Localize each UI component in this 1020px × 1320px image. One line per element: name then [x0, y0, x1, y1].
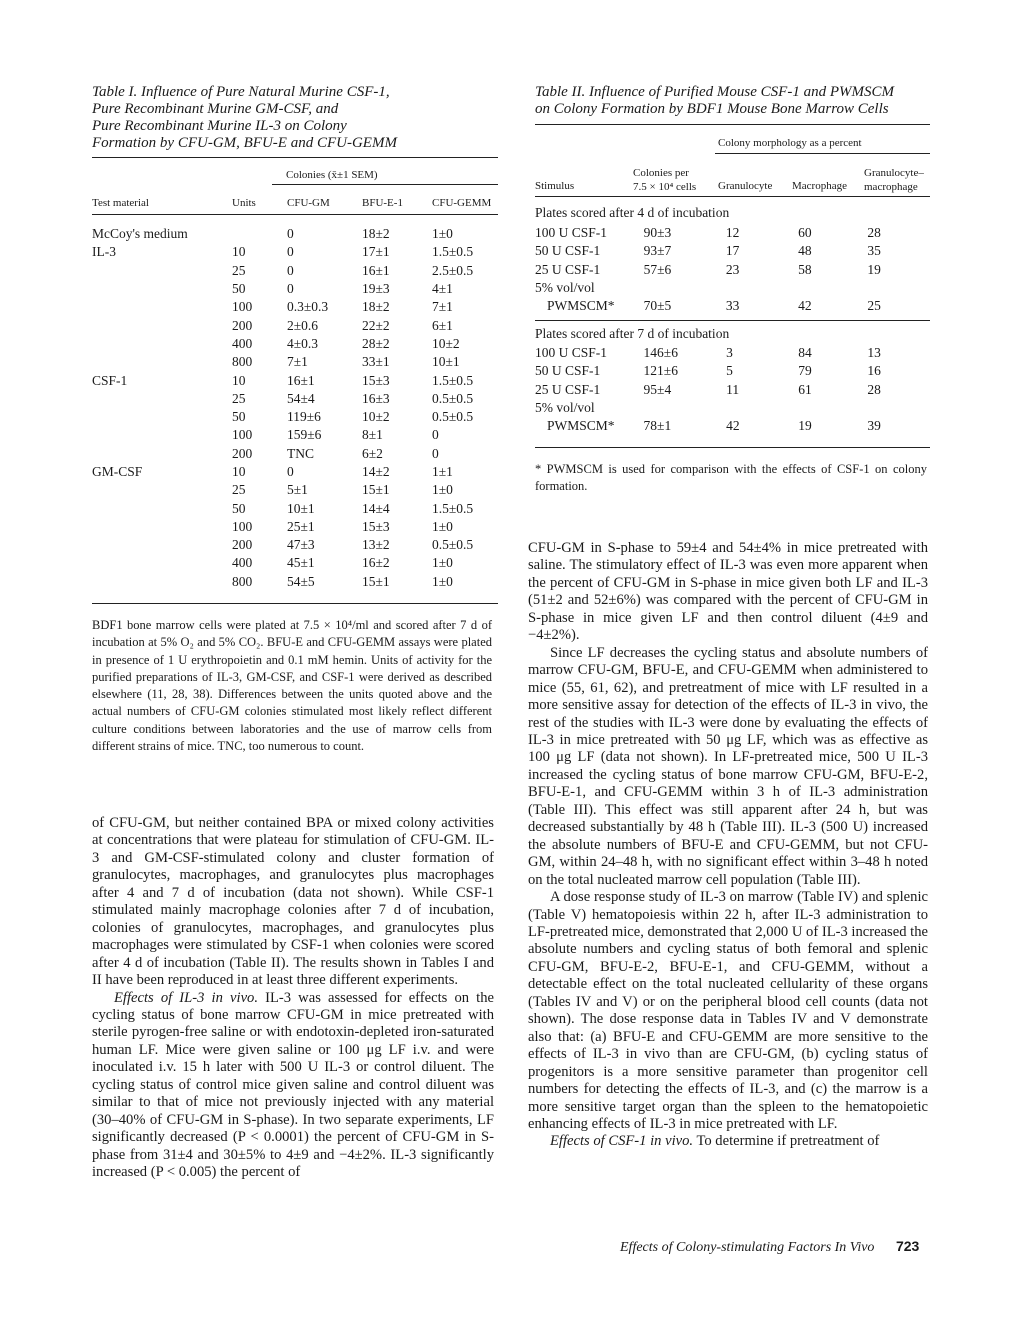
table-cell: 25 U CSF-1 — [535, 381, 601, 397]
table-row — [535, 399, 930, 417]
table-cell: 1±0 — [432, 555, 453, 571]
table-cell: 15±1 — [362, 482, 390, 498]
table-cell — [92, 445, 232, 463]
table-row — [92, 335, 498, 353]
table2-top-rule — [535, 124, 930, 125]
table-cell — [92, 481, 232, 499]
table-row — [92, 554, 498, 572]
table-cell: 19 — [798, 418, 812, 434]
table-row — [92, 280, 498, 298]
table-cell: 54±5 — [287, 573, 315, 589]
table-row — [92, 499, 498, 517]
table-cell: 0 — [287, 226, 294, 242]
table-cell: 100 — [232, 299, 253, 315]
right-paragraph: CFU-GM in S-phase to 59±4 and 54±4% in mice pretreated with saline. The stimulatory effect of IL-3 was even more apparent when the percent of CFU-GM in S-phase in mice given both LF and IL-3 (51±2 and 52±6%) was compared with the percent of CFU-GM in S-phase in mice given LF and then control diluent (4±9 and −4±2%). — [528, 540, 928, 644]
table-cell: PWMSCM* — [547, 298, 615, 314]
table1-header-rule — [92, 214, 498, 215]
table-cell: 15±3 — [362, 518, 390, 534]
table-cell — [92, 390, 232, 408]
table-cell — [92, 536, 232, 554]
table2-header-granmac: Granulocyte– macrophage — [864, 167, 924, 193]
table-cell — [644, 399, 727, 417]
table-cell: 1.5±0.5 — [432, 244, 474, 260]
table-cell: 5% vol/vol — [535, 280, 595, 296]
table-cell: 28 — [867, 225, 881, 241]
table-cell: 400 — [232, 335, 253, 351]
right-paragraph: Since LF decreases the cycling status and absolute numbers of marrow CFU-GM, BFU-E, and CFU-GEMM when administered to mice (55, 61, 62), and pretreatment of mice with LF resulted in a more sensitive assay for detection of the effects of IL-3 in vivo, the rest of the studies with IL-3 were done by evaluating the effects of IL-3 in mice pretreated with 50 μg LF, which was as effective as 100 μg LF (data not shown). In LF-pretreated mice, 500 U IL-3 increased the cycling status of bone marrow CFU-GM, BFU-E-2, BFU-E-1, and CFU-GEMM within 3 h of IL-3 administration (Table III). This effect was still apparent after 24 h, but was decreased substantially by 48 h (Table III). IL-3 (500 U) increased the absolute numbers of BFU-E and CFU-GEMM, but not CFU-GM, within 24–48 h, with no significant effect within 3–48 h noted on the total nucleated marrow cell population (Table III). — [528, 644, 928, 888]
table-cell: 200 — [232, 537, 253, 553]
table-cell: 61 — [798, 381, 812, 397]
table-cell: 23 — [725, 261, 740, 277]
table-cell: 16±1 — [287, 372, 315, 388]
table-row — [92, 518, 498, 536]
table-cell: 400 — [232, 555, 253, 571]
table-cell — [92, 518, 232, 536]
table-cell: 10±2 — [362, 409, 390, 425]
table-cell: 70±5 — [643, 298, 672, 314]
table-cell: 90±3 — [643, 225, 672, 241]
table-cell: 0.5±0.5 — [432, 390, 474, 406]
table-row — [92, 573, 498, 591]
table-cell: 95±4 — [643, 381, 672, 397]
table-cell: 33 — [725, 298, 740, 314]
table-row — [535, 224, 930, 242]
table-cell: 25 U CSF-1 — [535, 261, 601, 277]
table-cell — [867, 399, 930, 417]
table-cell: 6±1 — [432, 317, 453, 333]
table-cell — [726, 399, 798, 417]
table-cell: GM-CSF — [92, 464, 143, 479]
table-cell: 200 — [232, 317, 253, 333]
table-cell — [92, 262, 232, 280]
table-cell: 16±2 — [362, 555, 390, 571]
table-cell — [92, 408, 232, 426]
table-cell — [92, 554, 232, 572]
table-cell — [92, 335, 232, 353]
table-row — [535, 344, 930, 362]
right-column-text — [528, 540, 928, 1151]
table2-header-stimulus: Stimulus — [535, 180, 575, 192]
table2-mid-rule — [535, 320, 930, 321]
table2-header-macrophage: Macrophage — [792, 180, 847, 192]
table-cell: 159±6 — [287, 427, 322, 443]
table-row — [92, 225, 498, 243]
left-column-text — [92, 815, 494, 1182]
table2-group-header: Colony morphology as a percent — [718, 137, 862, 149]
table1-header-units: Units — [232, 197, 256, 209]
table2-title-line: Table II. Influence of Purified Mouse CSF-1 and PWMSCM — [535, 84, 894, 100]
table-cell: 0.5±0.5 — [432, 409, 474, 425]
table-cell: 60 — [798, 225, 812, 241]
table-cell: 50 — [232, 281, 246, 297]
table-cell: 6±2 — [362, 445, 383, 461]
table-cell: 13±2 — [362, 537, 390, 553]
table-row — [535, 417, 930, 435]
table-cell: 0 — [432, 427, 439, 443]
table-row — [92, 353, 498, 371]
table-cell: IL-3 — [92, 244, 116, 260]
table-row — [535, 279, 930, 297]
table-cell: 35 — [867, 243, 881, 259]
table1-header-cfugm: CFU-GM — [287, 197, 330, 209]
table2-header-rule — [535, 196, 930, 197]
table-row — [92, 316, 498, 334]
table-row — [535, 242, 930, 260]
table-cell: 48 — [798, 243, 812, 259]
table-cell: 19±3 — [362, 281, 390, 297]
table-row — [92, 262, 498, 280]
table-cell: 119±6 — [287, 409, 321, 425]
table1-header-bfue: BFU-E-1 — [362, 197, 403, 209]
table-cell: 14±4 — [362, 500, 390, 516]
table-cell: 16±1 — [362, 262, 390, 278]
table-cell: 7±1 — [432, 299, 453, 315]
table-cell: 800 — [232, 573, 253, 589]
table-cell: 84 — [798, 345, 812, 361]
table-row — [92, 536, 498, 554]
table1-group-rule — [272, 184, 498, 185]
table-row — [92, 390, 498, 408]
table1-title — [92, 84, 492, 152]
table-cell — [92, 573, 232, 591]
table-cell: 50 U CSF-1 — [535, 243, 601, 259]
table-cell: 10 — [232, 464, 246, 479]
table-row — [535, 261, 930, 279]
table-cell: 1.5±0.5 — [432, 500, 474, 516]
table-cell: 28 — [867, 381, 881, 397]
table-cell — [798, 399, 867, 417]
table-cell: 2.5±0.5 — [432, 262, 474, 278]
table1-title-line: Pure Recombinant Murine GM-CSF, and — [92, 101, 339, 117]
table-cell: 121±6 — [643, 363, 678, 379]
table-cell: 10±1 — [432, 354, 460, 370]
table-cell: 1±0 — [432, 573, 453, 589]
table-cell: 4±1 — [432, 281, 453, 297]
table-cell: CSF-1 — [92, 372, 128, 388]
table-cell: 16 — [867, 363, 881, 379]
table-cell: 47±3 — [287, 537, 315, 553]
table-cell: 28±2 — [362, 335, 390, 351]
table-cell: 100 U CSF-1 — [535, 345, 608, 361]
table2-bottom-rule — [535, 447, 930, 448]
table-cell: TNC — [287, 445, 314, 461]
table-cell — [92, 316, 232, 334]
table-row — [92, 445, 498, 463]
table-cell: 58 — [798, 261, 812, 277]
table-row — [92, 481, 498, 499]
table2-body1 — [535, 224, 930, 315]
table-row — [92, 408, 498, 426]
table-cell: 42 — [726, 418, 740, 434]
table-cell: 33±1 — [362, 354, 390, 370]
table-cell: 0 — [287, 244, 294, 260]
table1-title-line: Table I. Influence of Pure Natural Murine CSF-1, — [92, 84, 390, 100]
table-cell: 15±3 — [362, 372, 390, 388]
table2-header-colonies: Colonies per 7.5 × 10⁴ cells — [633, 167, 697, 193]
table1-header-test: Test material — [92, 197, 149, 209]
table-cell: 100 U CSF-1 — [535, 225, 608, 241]
table1-group-header: Colonies (x̄±1 SEM) — [286, 169, 378, 181]
table-cell: 5% vol/vol — [535, 400, 595, 416]
table-cell — [726, 279, 798, 297]
table-cell: 0 — [432, 445, 439, 461]
table2-header-granulocyte: Granulocyte — [718, 180, 773, 192]
table-cell — [92, 426, 232, 444]
table-cell: 50 — [232, 409, 246, 425]
table-cell: PWMSCM* — [547, 418, 615, 434]
table-cell: 200 — [232, 445, 253, 461]
table-cell: 25 — [867, 298, 881, 314]
table-cell: 42 — [798, 298, 812, 314]
table-cell — [92, 499, 232, 517]
table1-title-line: Pure Recombinant Murine IL-3 on Colony — [92, 118, 347, 134]
table-cell: 57±6 — [643, 261, 672, 277]
table-cell: 146±6 — [643, 345, 678, 361]
table-cell — [92, 280, 232, 298]
table-cell: 1±1 — [432, 464, 453, 479]
page-number: 723 — [895, 1238, 920, 1254]
table-cell: 2±0.6 — [287, 317, 319, 333]
table-row — [92, 426, 498, 444]
table1-header-cfugemm: CFU-GEMM — [432, 197, 492, 209]
table-cell: 10±1 — [287, 500, 315, 516]
table-row — [535, 381, 930, 399]
table2-title-line: on Colony Formation by BDF1 Mouse Bone Marrow Cells — [535, 101, 889, 117]
table-cell: 93±7 — [643, 243, 672, 259]
table-cell: 0.3±0.3 — [287, 299, 329, 315]
table-cell: 19 — [867, 261, 881, 277]
table-cell: 10 — [232, 372, 246, 388]
table-row — [92, 463, 498, 481]
table1-title-line: Formation by CFU-GM, BFU-E and CFU-GEMM — [92, 135, 397, 151]
table-cell: 8±1 — [362, 427, 383, 443]
table-cell: 0 — [287, 262, 294, 278]
table-cell: 54±4 — [287, 390, 315, 406]
table-cell: 800 — [232, 354, 253, 370]
table-cell: 1.5±0.5 — [432, 372, 474, 388]
table-cell: 22±2 — [362, 317, 390, 333]
table-cell: 45±1 — [287, 555, 315, 571]
table1-top-rule — [92, 157, 498, 158]
table-cell: 0 — [287, 281, 294, 297]
table-row — [92, 243, 498, 261]
table-cell — [92, 298, 232, 316]
table2-body2 — [535, 344, 930, 435]
table-cell: McCoy's medium — [92, 226, 188, 242]
running-title: Effects of Colony-stimulating Factors In Vivo — [620, 1240, 875, 1255]
left-paragraph: Effects of IL-3 in vivo. IL-3 was assessed for effects on the cycling status of bone marrow CFU-GM in mice pretreated with sterile pyrogen-free saline or with endotoxin-depleted iron-saturated human LF. Mice were given saline or 100 μg LF i.v. and were inoculated i.v. 15 h later with 500 U IL-3 or control diluent. The cycling status of control mice given saline and control diluent was similar to that of mice not previously injected with any material (30–40% of CFU-GM in S-phase). In two separate experiments, LF significantly decreased (P < 0.0001) the percent of CFU-GM in S-phase from 31±4 and 30±5% to 4±9 and −4±2%. IL-3 significantly increased (P < 0.005) the percent of — [92, 989, 494, 1181]
table-cell — [798, 279, 867, 297]
table-cell: 13 — [867, 345, 881, 361]
table-cell — [232, 225, 287, 243]
table-cell: 100 — [232, 427, 253, 443]
section-heading: Effects of IL-3 in vivo. — [114, 989, 258, 1006]
table-cell: 1±0 — [432, 226, 453, 242]
table-cell: 5±1 — [287, 482, 308, 498]
table-cell: 0.5±0.5 — [432, 537, 474, 553]
table-cell: 10 — [232, 244, 246, 260]
table-cell: 16±3 — [362, 390, 390, 406]
table-cell: 3 — [726, 345, 733, 361]
table1-footnote: BDF1 bone marrow cells were plated at 7.5 × 10⁴/ml and scored after 7 d of incubation at 5% O₂ and 5% CO₂. BFU-E and CFU-GEMM assays were plated in presence of 1 U erythropoietin and 0.1 mM hemin. Units of activity for the purified preparations of IL-3, GM-CSF, and CSF-1 were derived as described elsewhere (11, 28, 38). Differences between the units quoted above and the actual numbers of CFU-GM colonies stimulated most likely reflect different culture conditions between laboratories and the use of marrow cells from different strains of mice. TNC, too numerous to count. — [92, 618, 492, 754]
table2-title — [535, 84, 935, 118]
table-cell: 17±1 — [362, 244, 390, 260]
table-cell — [92, 353, 232, 371]
table-cell: 10±2 — [432, 335, 460, 351]
table-cell: 17 — [725, 243, 740, 259]
table-cell — [644, 279, 726, 297]
table-cell: 25 — [232, 390, 246, 406]
table-cell: 78±1 — [643, 418, 672, 434]
table1-body — [92, 225, 498, 591]
table-cell: 50 — [232, 500, 246, 516]
table-cell: 12 — [725, 225, 740, 241]
table-cell: 1±0 — [432, 518, 453, 534]
table-cell: 11 — [726, 381, 740, 397]
table-row — [535, 362, 930, 380]
table-cell: 0 — [287, 464, 294, 479]
table2-section2: Plates scored after 7 d of incubation — [535, 326, 730, 341]
table1-bottom-rule — [92, 603, 498, 604]
table-cell: 39 — [867, 418, 881, 434]
table-row — [92, 298, 498, 316]
section-heading: Effects of CSF-1 in vivo. — [550, 1133, 694, 1150]
table-cell: 79 — [798, 363, 812, 379]
table-cell: 1±0 — [432, 482, 453, 498]
table2-group-rule — [715, 153, 930, 154]
right-paragraph: A dose response study of IL-3 on marrow (Table IV) and splenic (Table V) hematopoiesis within 22 h, after IL-3 administration to LF-pretreated mice, demonstrated that 2,000 U of IL-3 increased the absolute numbers and cycling status of both femoral and splenic CFU-GM, BFU-E-2, BFU-E-1, and CFU-GEMM, without a detectable effect on the total nucleated cellularity of these organs (Tables IV and V) or on the peripheral blood cell counts (data not shown). The dose response data in Tables IV and V demonstrate also that: (a) BFU-E and CFU-GEMM are more sensitive to the effects of IL-3 in vivo than are CFU-GM, (b) cycling status of progenitors is a more sensitive parameter than progenitor cell numbers for detecting the effects of IL-3, and (c) the marrow is a more sensitive target organ than the spleen to the hematopoietic enhancing effects of IL-3 in mice pretreated with LF. — [528, 889, 928, 1132]
table-cell: 25 — [232, 482, 246, 498]
table-cell — [867, 279, 930, 297]
table-cell: 4±0.3 — [287, 335, 319, 351]
table-cell: 15±1 — [362, 573, 390, 589]
table-cell: 14±2 — [362, 464, 390, 479]
table2-section1: Plates scored after 4 d of incubation — [535, 205, 730, 220]
right-paragraph: Effects of CSF-1 in vivo. To determine if pretreatment of — [550, 1133, 880, 1150]
table-cell: 7±1 — [287, 354, 308, 370]
table-cell: 25 — [232, 262, 246, 278]
table-cell: 50 U CSF-1 — [535, 363, 601, 379]
table-cell: 25±1 — [287, 518, 315, 534]
table-cell: 18±2 — [362, 226, 390, 242]
table-cell: 18±2 — [362, 299, 390, 315]
table-cell: 100 — [232, 518, 253, 534]
table-row — [92, 371, 498, 389]
table-row — [535, 297, 930, 315]
table2-footnote: * PWMSCM is used for comparison with the effects of CSF-1 on colony formation. — [535, 462, 927, 494]
running-footer — [620, 1238, 919, 1256]
left-paragraph: of CFU-GM, but neither contained BPA or mixed colony activities at concentrations that were plateau for stimulation of CFU-GM. IL-3 and GM-CSF-stimulated colony and cluster formation of granulocytes, macrophages, and granulocytes plus macrophages after 4 and 7 d of incubation (data not shown). While CSF-1 stimulated mainly macrophage colonies after 7 d of incubation, colonies of granulocytes, macrophages, and granulocytes plus macrophages were stimulated by CSF-1 when colonies were scored after 4 d of incubation (Table II). The results shown in Tables I and II have been reproduced in at least three different experiments. — [92, 815, 494, 989]
table-cell: 5 — [726, 363, 733, 379]
